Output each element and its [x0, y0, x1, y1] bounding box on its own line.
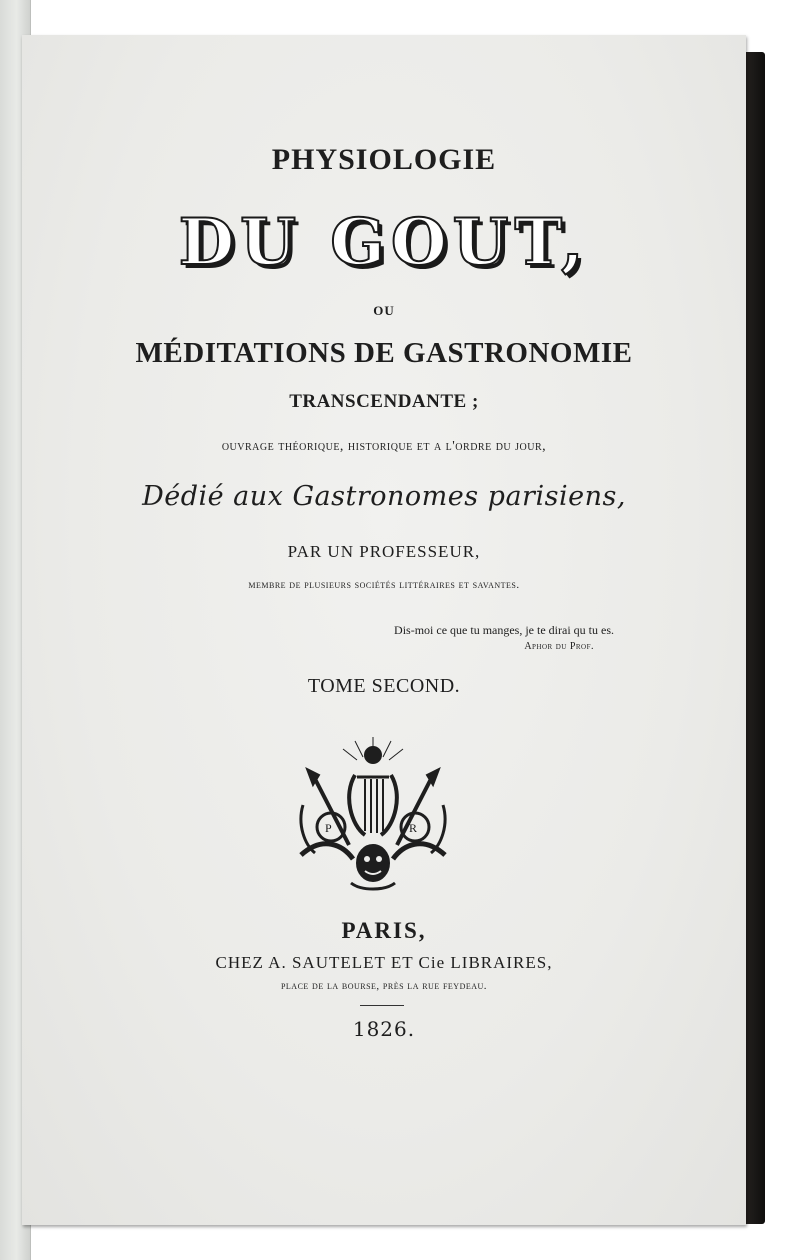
subtitle-ouvrage: ouvrage théorique, historique et a l'ordre du jour,	[221, 439, 547, 454]
dedication-script: Dédié aux Gastronomes parisiens,	[142, 481, 626, 512]
imprint-year: 1826.	[352, 1017, 416, 1041]
epigraph-attribution: Aphor du Prof.	[524, 641, 594, 652]
imprint-address: place de la bourse, près la rue feydeau.	[280, 980, 488, 992]
title-du-gout: DU GOUT,	[178, 205, 590, 280]
volume-label: TOME SECOND.	[307, 675, 461, 697]
title-physiologie: PHYSIOLOGIE	[271, 143, 497, 176]
title-ou: OU	[373, 303, 395, 318]
divider-rule	[360, 1005, 404, 1006]
imprint-publisher: CHEZ A. SAUTELET ET Cie LIBRAIRES,	[215, 953, 553, 972]
title-meditations: MÉDITATIONS DE GASTRONOMIE	[135, 337, 633, 369]
svg-text:R: R	[409, 821, 418, 835]
title-page	[22, 35, 746, 1225]
author-affiliation: membre de plusieurs sociétés littéraires et savantes.	[248, 579, 520, 591]
title-transcendante: TRANSCENDANTE ;	[289, 391, 479, 412]
svg-text:P: P	[325, 821, 332, 835]
imprint-city: PARIS,	[341, 918, 427, 943]
epigraph: Dis-moi ce que tu manges, je te dirai qu tu es.	[394, 623, 614, 637]
lyre-emblem-icon	[293, 735, 453, 895]
author-line: PAR UN PROFESSEUR,	[287, 542, 481, 561]
